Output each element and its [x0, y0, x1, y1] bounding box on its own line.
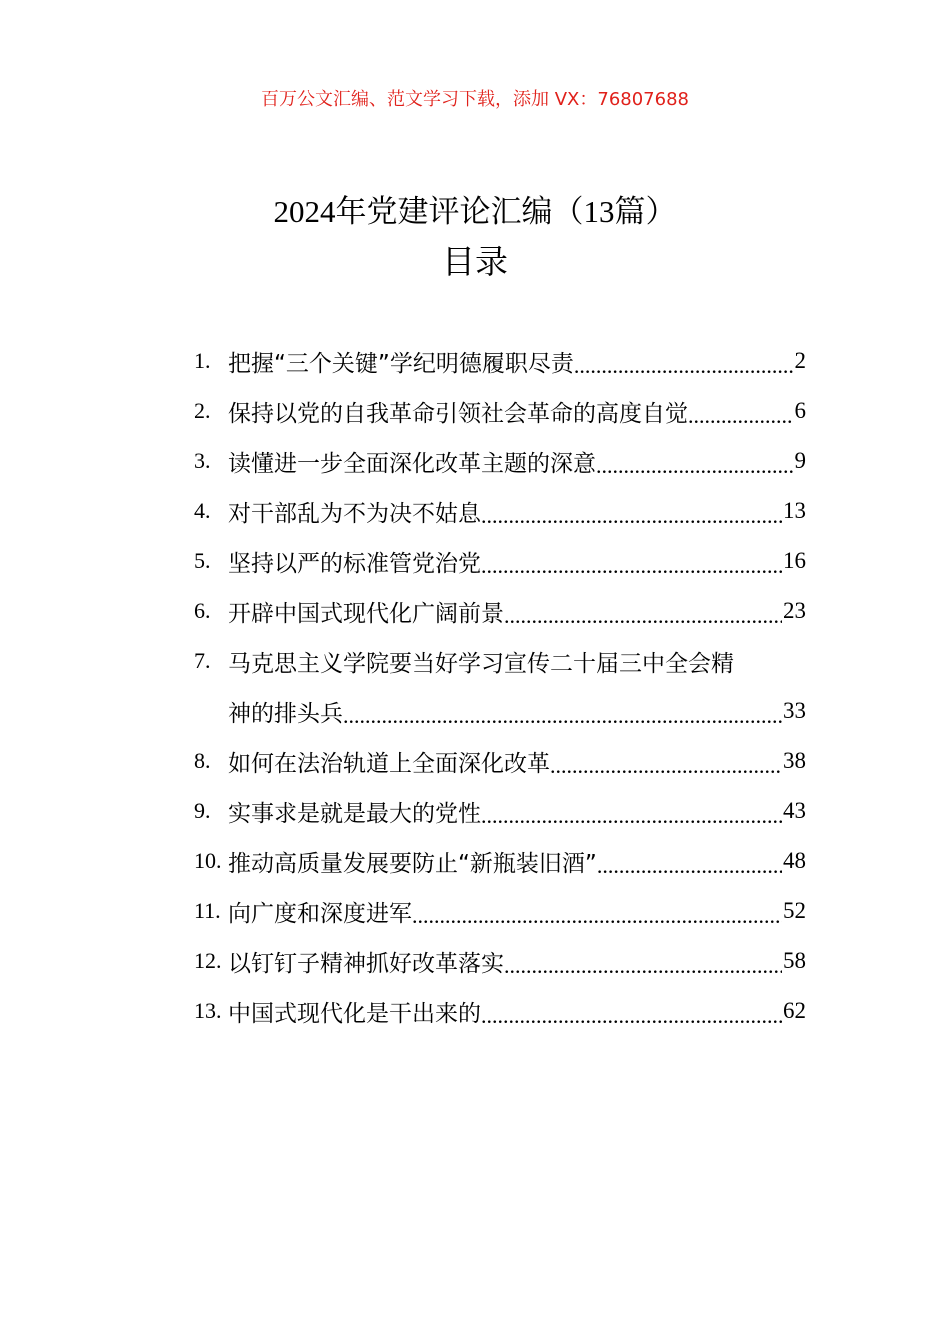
toc-entry-page: 2 [794, 348, 806, 373]
toc-entry-number: 6. [194, 598, 211, 623]
toc-entry[interactable] [194, 586, 806, 636]
dot-leader [481, 1006, 782, 1036]
dot-leader [504, 606, 782, 636]
toc-entry-title: 推动高质量发展要防止“新瓶装旧酒” [228, 850, 597, 877]
toc-entry-title: 马克思主义学院要当好学习宣传二十届三中全会精 [228, 650, 734, 677]
toc-entry-number: 2. [194, 398, 211, 423]
toc-entry[interactable] [194, 986, 806, 1036]
toc-entry[interactable] [194, 486, 806, 536]
toc-entry-title: 读懂进一步全面深化改革主题的深意 [228, 450, 596, 477]
toc-entry[interactable] [194, 936, 806, 986]
dot-leader [481, 506, 782, 536]
toc-entry[interactable] [194, 836, 806, 886]
toc-entry-number: 8. [194, 748, 211, 773]
toc-entry-title: 中国式现代化是干出来的 [228, 1000, 481, 1027]
toc-entry-number: 3. [194, 448, 211, 473]
table-of-contents [194, 336, 806, 1036]
toc-entry-title: 开辟中国式现代化广阔前景 [228, 600, 504, 627]
toc-entry-number: 9. [194, 798, 211, 823]
toc-entry-title: 保持以党的自我革命引领社会革命的高度自觉 [228, 400, 688, 427]
title-suffix: 篇） [614, 194, 677, 230]
header-note: 百万公文汇编、范文学习下载，添加 VX：76807688 [261, 89, 689, 110]
toc-entry[interactable] [194, 536, 806, 586]
toc-entry-continuation[interactable] [194, 686, 806, 736]
toc-entry-page: 6 [794, 398, 806, 423]
document-title [0, 190, 950, 234]
toc-entry-title: 对干部乱为不为决不姑息 [228, 500, 481, 527]
toc-entry-page: 23 [783, 598, 806, 623]
toc-entry[interactable] [194, 336, 806, 386]
toc-entry-number: 7. [194, 648, 211, 673]
toc-entry[interactable] [194, 636, 806, 686]
toc-entry-title: 向广度和深度进军 [228, 900, 412, 927]
toc-entry-number: 12. [194, 948, 222, 973]
toc-entry-title: 坚持以严的标准管党治党 [228, 550, 481, 577]
dot-leader [688, 406, 794, 436]
dot-leader [596, 456, 794, 486]
toc-entry-page: 13 [783, 498, 806, 523]
dot-leader [574, 356, 794, 386]
toc-entry-title: 实事求是就是最大的党性 [228, 800, 481, 827]
toc-entry[interactable] [194, 786, 806, 836]
toc-entry[interactable] [194, 886, 806, 936]
toc-entry-number: 1. [194, 348, 211, 373]
toc-entry-page: 9 [794, 448, 806, 473]
title-count: 13 [583, 194, 615, 229]
toc-entry-title-continued: 神的排头兵 [228, 700, 343, 727]
dot-leader [597, 856, 782, 886]
toc-entry-number: 4. [194, 498, 211, 523]
dot-leader [343, 706, 782, 736]
toc-entry-title: 如何在法治轨道上全面深化改革 [228, 750, 550, 777]
title-year: 2024 [273, 194, 336, 229]
toc-entry-page: 52 [783, 898, 806, 923]
dot-leader [550, 756, 782, 786]
toc-entry[interactable] [194, 736, 806, 786]
toc-entry-title: 把握“三个关键”学纪明德履职尽责 [228, 350, 574, 377]
toc-entry-page: 33 [783, 698, 806, 723]
dot-leader [504, 956, 782, 986]
toc-entry-page: 38 [783, 748, 806, 773]
toc-heading: 目录 [442, 242, 508, 281]
toc-entry-number: 11. [194, 898, 221, 923]
toc-entry-page: 62 [783, 998, 806, 1023]
toc-entry[interactable] [194, 386, 806, 436]
toc-entry-page: 48 [783, 848, 806, 873]
toc-entry-page: 43 [783, 798, 806, 823]
toc-entry-page: 16 [783, 548, 806, 573]
dot-leader [481, 556, 782, 586]
toc-entry-number: 13. [194, 998, 222, 1023]
dot-leader [481, 806, 782, 836]
toc-entry-page: 58 [783, 948, 806, 973]
title-text: 年党建评论汇编（ [335, 194, 584, 230]
toc-entry-number: 10. [194, 848, 222, 873]
toc-entry[interactable] [194, 436, 806, 486]
toc-entry-number: 5. [194, 548, 211, 573]
toc-entry-title: 以钉钉子精神抓好改革落实 [228, 950, 504, 977]
dot-leader [412, 906, 782, 936]
